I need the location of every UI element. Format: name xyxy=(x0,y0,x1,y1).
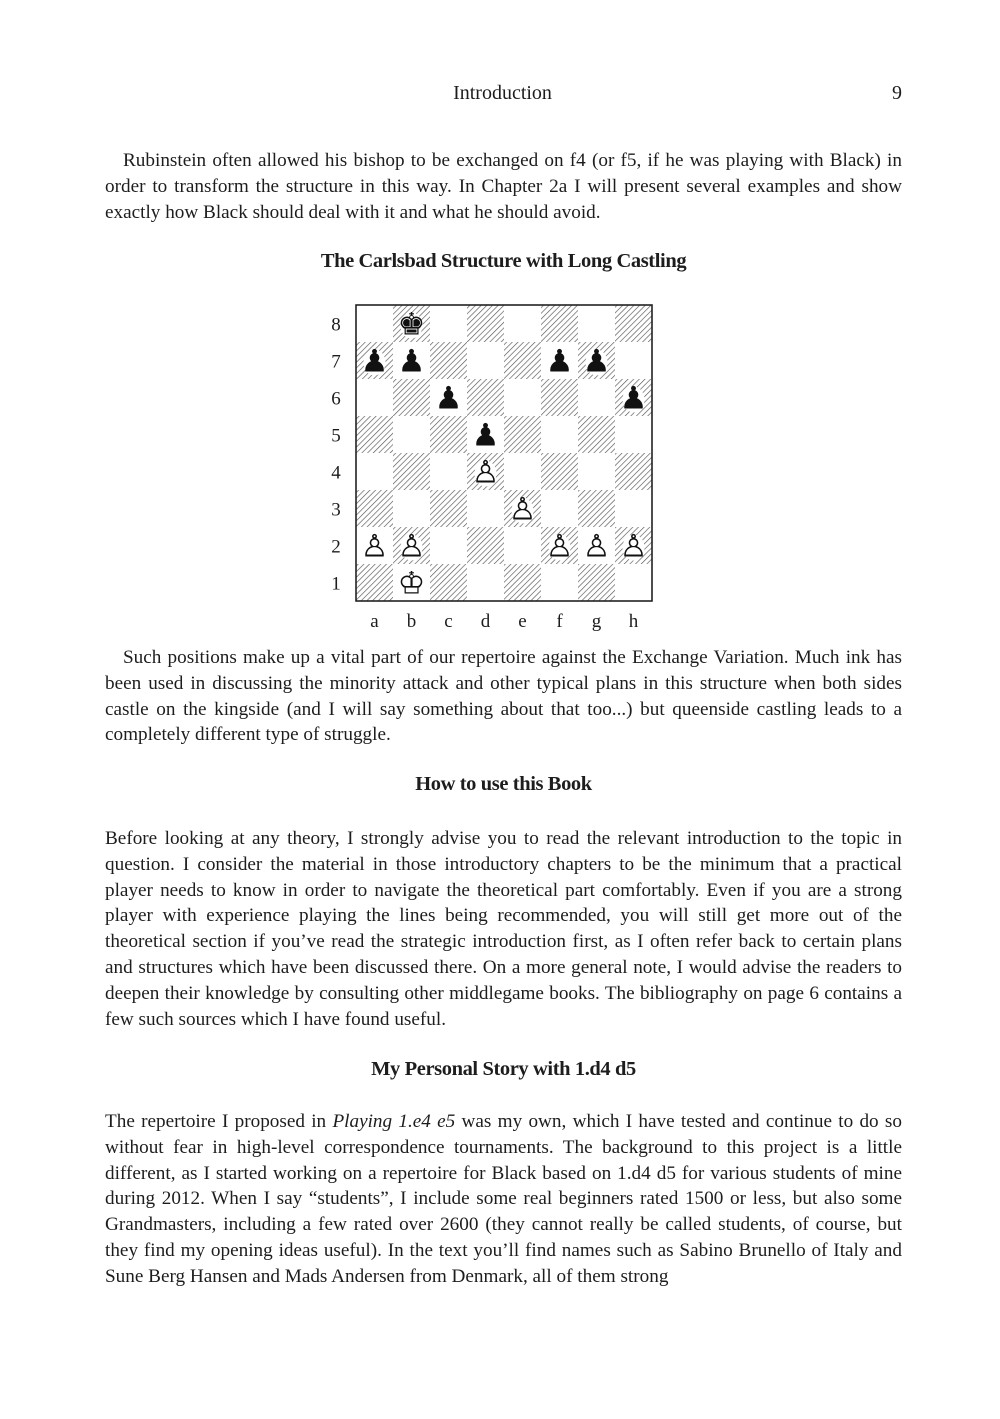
white-piece-a2: ♙ xyxy=(360,528,389,565)
black-piece-g7: ♟ xyxy=(582,343,611,380)
black-piece-a7: ♟ xyxy=(360,343,389,380)
rank-label: 6 xyxy=(331,388,341,410)
square-a1 xyxy=(356,564,393,601)
rank-label: 2 xyxy=(331,536,341,558)
heading-carlsbad-structure: The Carlsbad Structure with Long Castling xyxy=(320,250,687,272)
square-b5 xyxy=(393,416,430,453)
square-c8 xyxy=(430,305,467,342)
black-piece-b7: ♟ xyxy=(397,343,426,380)
rank-label: 5 xyxy=(331,425,341,447)
square-h8 xyxy=(615,305,652,342)
heading-how-to-use: How to use this Book xyxy=(415,773,592,795)
square-e4 xyxy=(504,453,541,490)
square-e7 xyxy=(504,342,541,379)
file-label: h xyxy=(628,611,639,632)
square-h5 xyxy=(615,416,652,453)
square-e6 xyxy=(504,379,541,416)
square-e8 xyxy=(504,305,541,342)
square-b3 xyxy=(393,490,430,527)
square-a4 xyxy=(356,453,393,490)
chess-diagram xyxy=(320,302,660,632)
square-b6 xyxy=(393,379,430,416)
paragraph-personal-story-rest: was my own, which I have tested and continue to do so without fear in high-level correspondence tournaments. The background to this project is a little different, as I started working on a repertoire for Black based on 1.d4 d5 for various students of mine during 2012. When I say “students”, I include some real beginners rated 1500 or less, but also some Grandmasters, including a few rated over 2600 (they cannot really be called students, of course, but they find my opening ideas useful). In the text you’ll find names such as Sabino Brunello of Italy and Sune Berg Hansen and Mads Andersen from Denmark, all of them strong xyxy=(105,1111,902,1287)
running-head xyxy=(0,82,1000,108)
paragraph-personal-story xyxy=(105,1109,902,1290)
rank-label: 7 xyxy=(331,351,341,373)
square-h7 xyxy=(615,342,652,379)
paragraph-positions: Such positions make up a vital part of our repertoire against the Exchange Variation. Much ink has been used in discussing the minority attack and other typical plans in this structure when both sides castle on the kingside (and I will say something about that too...) but queenside castling leads to a completely different type of struggle. xyxy=(105,647,902,746)
rank-label: 4 xyxy=(331,462,341,484)
paragraph-personal-story-start: The repertoire I proposed in xyxy=(105,1111,333,1132)
black-piece-d5: ♟ xyxy=(471,417,500,454)
white-piece-b1: ♔ xyxy=(397,565,426,602)
square-f6 xyxy=(541,379,578,416)
square-c3 xyxy=(430,490,467,527)
square-e5 xyxy=(504,416,541,453)
square-g1 xyxy=(578,564,615,601)
white-piece-g2: ♙ xyxy=(582,528,611,565)
square-c5 xyxy=(430,416,467,453)
rank-label: 8 xyxy=(331,314,341,336)
black-piece-f7: ♟ xyxy=(545,343,574,380)
square-c1 xyxy=(430,564,467,601)
square-f4 xyxy=(541,453,578,490)
white-piece-h2: ♙ xyxy=(619,528,648,565)
square-a5 xyxy=(356,416,393,453)
white-piece-e3: ♙ xyxy=(508,491,537,528)
white-piece-b2: ♙ xyxy=(397,528,426,565)
heading-personal-story: My Personal Story with 1.d4 d5 xyxy=(371,1058,636,1080)
chess-board xyxy=(320,302,660,632)
square-c4 xyxy=(430,453,467,490)
square-a3 xyxy=(356,490,393,527)
file-label: a xyxy=(370,611,379,632)
square-c2 xyxy=(430,527,467,564)
square-c7 xyxy=(430,342,467,379)
file-label: b xyxy=(406,611,417,632)
square-f3 xyxy=(541,490,578,527)
rank-label: 1 xyxy=(331,573,341,595)
square-d2 xyxy=(467,527,504,564)
file-label: f xyxy=(556,611,563,632)
paragraph-how-to-use: Before looking at any theory, I strongly advise you to read the relevant introduction to the topic in question. I consider the material in those introductory chapters to be the minimum that a practical player needs to know in order to navigate the theoretical part comfortably. Even if you are a strong player with experience playing the lines being recommended, you will still get more out of the theoretical section if you’ve read the strategic introduction first, as I often refer back to certain plans and structures which have been discussed there. On a more general note, I would advise the readers to deepen their knowledge by consulting other middlegame books. The bibliography on page 6 contains a few such sources which I have found useful. xyxy=(105,828,902,1030)
rank-label: 3 xyxy=(331,499,341,521)
square-h3 xyxy=(615,490,652,527)
square-b4 xyxy=(393,453,430,490)
square-a6 xyxy=(356,379,393,416)
white-piece-d4: ♙ xyxy=(471,454,500,491)
square-g4 xyxy=(578,453,615,490)
square-d8 xyxy=(467,305,504,342)
black-piece-b8: ♚ xyxy=(397,306,426,343)
square-f1 xyxy=(541,564,578,601)
file-label: d xyxy=(480,611,491,632)
square-d3 xyxy=(467,490,504,527)
square-f5 xyxy=(541,416,578,453)
file-label: g xyxy=(591,611,602,632)
book-title-italic: Playing 1.e4 e5 xyxy=(332,1111,456,1132)
file-label: e xyxy=(518,611,527,632)
square-g8 xyxy=(578,305,615,342)
square-g6 xyxy=(578,379,615,416)
square-h1 xyxy=(615,564,652,601)
square-e1 xyxy=(504,564,541,601)
square-g3 xyxy=(578,490,615,527)
square-a8 xyxy=(356,305,393,342)
paragraph-rubinstein: Rubinstein often allowed his bishop to be exchanged on f4 (or f5, if he was playing with Black) in order to transform the structure in this way. In Chapter 2a I will present several examples and show exactly how Black should deal with it and what he should avoid. xyxy=(105,150,902,223)
square-g5 xyxy=(578,416,615,453)
square-f8 xyxy=(541,305,578,342)
square-d7 xyxy=(467,342,504,379)
black-piece-c6: ♟ xyxy=(434,380,463,417)
square-d6 xyxy=(467,379,504,416)
file-label: c xyxy=(444,611,453,632)
white-piece-f2: ♙ xyxy=(545,528,574,565)
running-head-title: Introduction xyxy=(453,82,552,104)
black-piece-h6: ♟ xyxy=(619,380,648,417)
square-h4 xyxy=(615,453,652,490)
square-e2 xyxy=(504,527,541,564)
page-number: 9 xyxy=(892,82,902,104)
square-d1 xyxy=(467,564,504,601)
